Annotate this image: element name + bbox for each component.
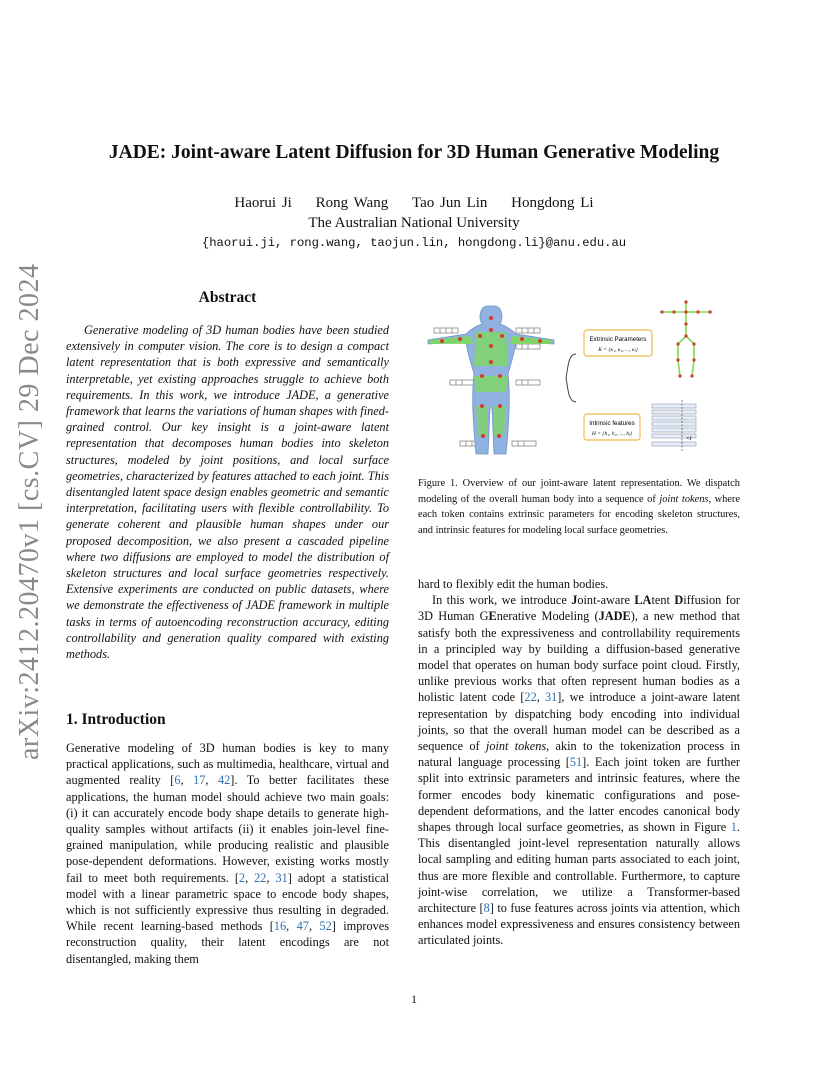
author: Rong Wang xyxy=(315,195,389,211)
citation-link[interactable]: 16 xyxy=(273,919,287,934)
citation-link[interactable]: 8 xyxy=(483,901,490,916)
citation-link[interactable]: 52 xyxy=(319,919,332,934)
extrinsic-formula: K = {κ₁, κ₂, ..., κⱼ} xyxy=(598,347,638,353)
text-run: oint-aware xyxy=(577,593,635,608)
acronym-letter: D xyxy=(674,593,684,608)
text-run: nerative Modeling ( xyxy=(496,609,599,624)
citation-link[interactable]: 42 xyxy=(217,773,231,788)
acronym-letter: LA xyxy=(634,593,652,608)
citation-link[interactable]: 17 xyxy=(193,773,206,788)
paper-title: JADE: Joint-aware Latent Diffusion for 3D Human Generative Modeling xyxy=(108,142,720,163)
token-bar xyxy=(450,380,474,385)
intrinsic-formula: H = {h₁, h₂, ..., hⱼ} xyxy=(591,431,633,437)
text-run: , akin to the tokenization process in natural language processing [ xyxy=(418,739,740,770)
abstract-text: Generative modeling of 3D human bodies have been studied extensively in computer vision. The core is to design a compact latent representation that is both expressive and semantically interpretable, yet existing approaches struggle to achieve both requirements. In this work, we introduce JADE, a generative framework that learns the variations of human shapes with fined-grained control. Our key insight is a joint-aware latent representation that decomposes human bodies into skeleton structures, modeled by joint positions, and local surface geometries, characterized by features attached to each joint. This disentangled latent space design enables geometric and semantic interpretation, facilitating users with flexible controllability. To generate coherent and plausible human shapes under our proposed decomposition, we also present a cascaded pipeline where two diffusions are employed to model the distribution of skeleton structures and local surface geometries respectively. Extensive experiments are conducted on public datasets, where we demonstrate the effectiveness of JADE framework in multiple tasks in terms of autoencoding reconstruction accuracy, editing controllability and generation quality compared with existing methods. xyxy=(66,323,389,662)
token-bar xyxy=(516,328,540,333)
token-bar xyxy=(516,344,540,349)
affiliation: The Australian National University xyxy=(308,215,520,231)
acronym-letter: E xyxy=(488,609,497,624)
citation-link[interactable]: 2 xyxy=(238,870,246,885)
figure-1-diagram xyxy=(420,296,742,458)
text-run: In this work, we introduce xyxy=(432,593,572,608)
introduction-paragraph: Generative modeling of 3D human bodies is key to many practical applications, such as multimedia, healthcare, virtual and augmented reality [6, 17, 42]. To better facilitates these applications, the human model should achieve two main goals: (i) it can accurately encode body shape details to generate high-quality samples without artifacts (ii) it enables join-level fine-grained manipulation, while producing realistic and plausible pose-dependent deformations. However, existing works mostly fail to meet both requirements. [2, 22, 31] adopt a statistical model with a linear parametric space to encode body shapes, which is not sufficiently expressive thus resulting in degraded. While recent learning-based methods [16, 47, 52] improves reconstruction quality, their latent encodings are not disentangled, making them xyxy=(66,741,389,966)
emphasis: joint tokens xyxy=(485,739,547,754)
intrinsic-feature-stack xyxy=(652,400,696,452)
token-bar xyxy=(516,380,540,385)
text-run: ), a new method that satisfy both the expressiveness and controllability requirements in a principled way by building a diffusion-based generative model that operates on human body surface point cloud. Firstly, unlike previous works that often represent human bodies as a holistic latent code [ xyxy=(418,609,740,705)
text-run: tent xyxy=(651,593,675,608)
dimension-label: ×J xyxy=(686,436,692,442)
token-bar xyxy=(434,328,458,333)
extrinsic-label: Extrinsic Parameters xyxy=(589,336,647,343)
text-run: ]. Each joint token are further split into extrinsic parameters and intrinsic features, where the former encodes body kinematic configurations and pose-dependent deformations, and the latter encodes canonical body shapes through local surface geometries, as shown in Figure xyxy=(418,755,741,835)
method-name: JADE xyxy=(598,609,631,624)
brace-connector xyxy=(566,354,576,402)
text-run: ]. To better facilitates these applications, the human model should achieve two main goals: (i) it can accurately encode body shape details to generate high-quality samples without artifacts (ii) it enables join-level fine-grained manipulation, while producing realistic and plausible pose-dependent deformations. However, existing works mostly fail to meet both requirements. [ xyxy=(66,773,389,885)
right-column-text xyxy=(418,576,740,949)
text-run: iffusion for 3D Human G xyxy=(418,593,740,624)
author-emails: {haorui.ji, rong.wang, taojun.lin, hongdong.li}@anu.edu.au xyxy=(201,236,627,250)
emphasis: joint tokens xyxy=(659,493,709,505)
author: Haorui Ji xyxy=(234,195,292,211)
citation-link[interactable]: 31 xyxy=(275,870,288,885)
text-run: . This disentangled joint-level representation naturally allows local sampling and editing human parts associated to each joint, thus are more flexible and controllable. Furthermore, to capture joint-wise correlation, we utilize a Transformer-based architecture [ xyxy=(418,820,740,916)
citation-link[interactable]: 22 xyxy=(524,690,537,705)
text-run: , where each token contains extrinsic parameters for encoding skeleton structures, and intrinsic features for modeling local surface geometries. xyxy=(418,493,740,537)
page-number: 1 xyxy=(411,992,417,1006)
author: Tao Jun Lin xyxy=(411,195,488,211)
intrinsic-label: Intrinsic features xyxy=(589,420,635,427)
text-run: Figure 1. Overview of our joint-aware latent representation. We dispatch modeling of the overall human body into a sequence of xyxy=(418,478,740,505)
figure-reference-link[interactable]: 1 xyxy=(730,820,737,835)
figure-1-caption xyxy=(418,476,740,539)
text-run: ] adopt a statistical model with a linear parametric space to encode body shapes, which is not sufficiently expressive thus resulting in degraded. While recent learning-based methods [ xyxy=(66,870,389,934)
citation-link[interactable]: 51 xyxy=(569,755,583,770)
acronym-letter: J xyxy=(571,593,578,608)
paragraph: In this work, we introduce Joint-aware LAtent Diffusion for 3D Human GEnerative Modeling (JADE), a new method that satisfy both the expressiveness and controllability requirements in a principled way by building a diffusion-based generative model that operates on human body surface point cloud. Firstly, unlike previous works that often represent human bodies as a holistic latent code [22, 31], we introduce a joint-aware latent representation by dispatching body encoding into individual joints, so that the overall human model can be described as a sequence of joint tokens, akin to the tokenization process in natural language processing [51]. Each joint token are further split into extrinsic parameters and intrinsic features, where the former encodes body kinematic configurations and pose-dependent deformations, and the latter encodes canonical body shapes through local surface geometries, as shown in Figure 1. This disentangled joint-level representation naturally allows local sampling and editing human parts associated to each joint, thus are more flexible and controllable. Furthermore, to capture joint-wise correlation, we utilize a Transformer-based architecture [8] to fuse features across joints via attention, which enhances model expressiveness and ensures consistency between articulated joints. xyxy=(418,593,741,948)
citation-link[interactable]: 31 xyxy=(545,690,558,705)
paragraph: hard to flexibly edit the human bodies. xyxy=(418,577,609,591)
section-heading-introduction: 1. Introduction xyxy=(66,711,166,728)
text-run: ] improves reconstruction quality, their latent encodings are not disentangled, making them xyxy=(66,919,389,966)
citation-link[interactable]: 47 xyxy=(296,919,309,934)
text-run: ], we introduce a joint-aware latent representation by dispatching body encoding into individual joints, so that the overall human model can be described as a sequence of xyxy=(418,690,740,754)
author-list xyxy=(0,195,828,212)
text-run: ] to fuse features across joints via attention, which enhances model expressiveness and ensures consistency between articulated joints. xyxy=(418,901,740,948)
text-run: Generative modeling of 3D human bodies is key to many practical applications, such as multimedia, healthcare, virtual and augmented reality [ xyxy=(66,741,389,788)
token-bar xyxy=(512,441,536,446)
author: Hongdong Li xyxy=(511,195,594,211)
abstract-heading: Abstract xyxy=(198,289,257,306)
arxiv-stamp: arXiv:2412.20470v1 [cs.CV] 29 Dec 2024 xyxy=(14,263,45,760)
citation-link[interactable]: 6 xyxy=(174,773,181,788)
citation-link[interactable]: 22 xyxy=(254,870,267,885)
